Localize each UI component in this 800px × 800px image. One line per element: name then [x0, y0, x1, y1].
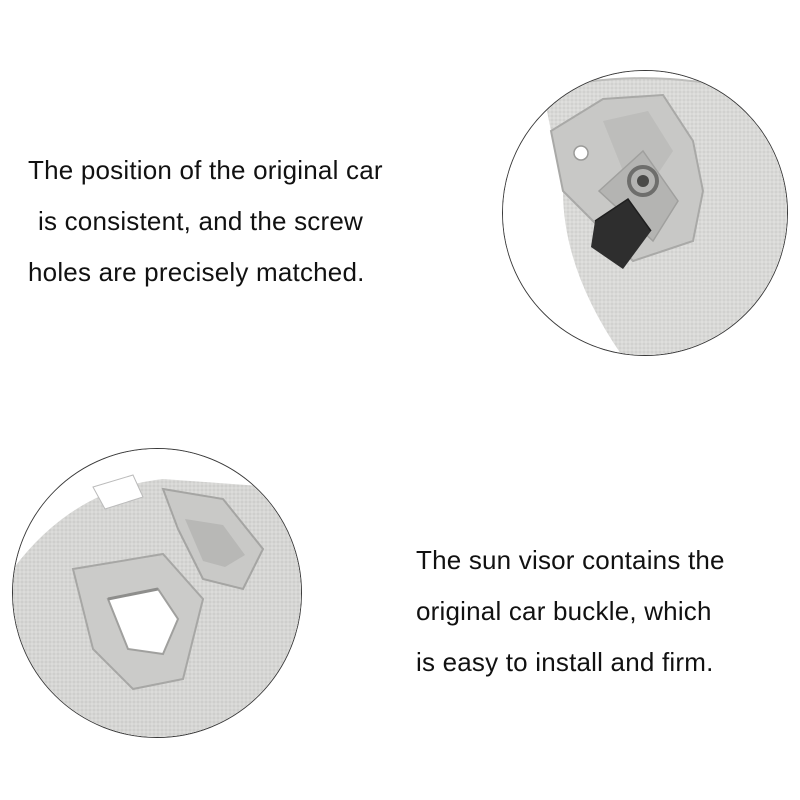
- caption-line: is consistent, and the screw: [38, 206, 363, 236]
- caption-buckle: [416, 535, 725, 688]
- caption-line: holes are precisely matched.: [28, 257, 365, 287]
- caption-line: The sun visor contains the: [416, 545, 725, 575]
- caption-mounting-position: [28, 145, 383, 298]
- caption-line: The position of the original car: [28, 155, 383, 185]
- mounting-bracket-closeup-image: [502, 70, 788, 356]
- visor-buckle-illustration: [13, 449, 302, 738]
- visor-buckle-closeup-image: [12, 448, 302, 738]
- caption-line: is easy to install and firm.: [416, 647, 714, 677]
- mounting-bracket-illustration: [503, 71, 788, 356]
- caption-line: original car buckle, which: [416, 596, 712, 626]
